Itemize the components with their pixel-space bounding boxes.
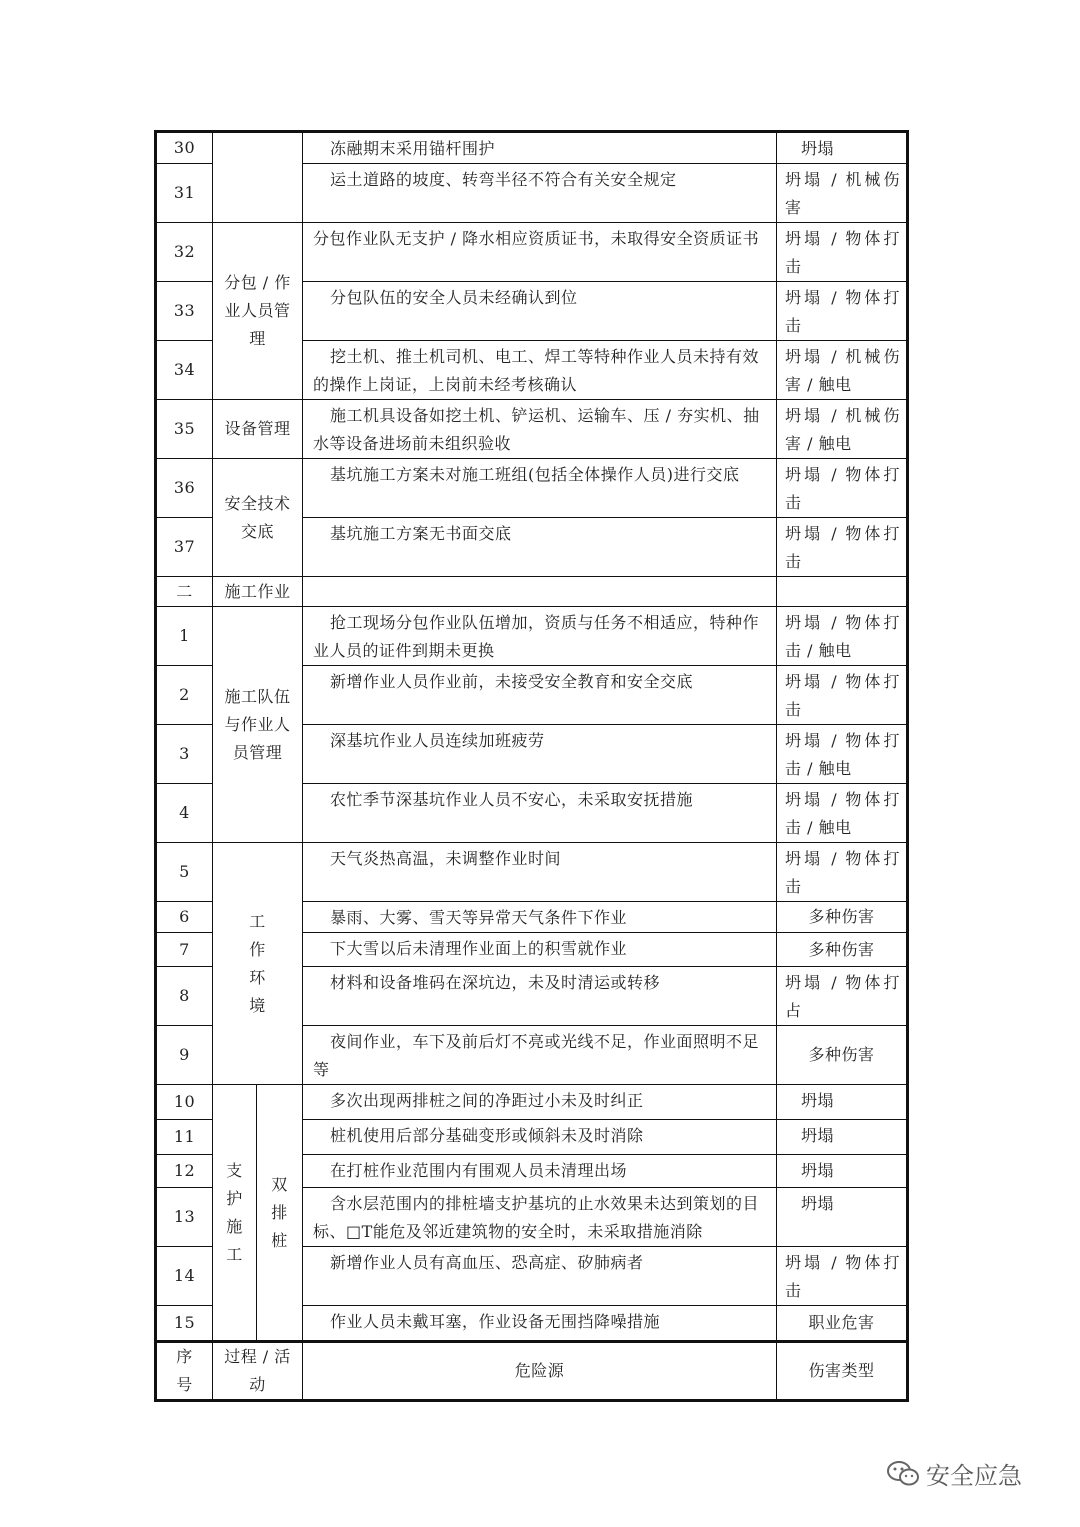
watermark-text: 安全应急 xyxy=(926,1462,1022,1490)
header-injury-type: 伤害类型 xyxy=(777,1342,908,1401)
row-number: 33 xyxy=(156,282,213,341)
section-row xyxy=(156,577,908,607)
hazard-cell: 材料和设备堆码在深坑边，未及时清运或转移 xyxy=(303,967,777,1026)
hazard-cell: 分包作业队无支护 / 降水相应资质证书，未取得安全资质证书 xyxy=(303,223,777,282)
process-group-subcontract: 分包 / 作业人员管理 xyxy=(213,223,303,400)
injury-type-cell: 坍塌 xyxy=(777,1188,908,1247)
injury-type-cell: 坍塌 xyxy=(777,1085,908,1120)
injury-type-cell: 坍塌 / 物体打击 xyxy=(777,518,908,577)
hazard-cell: 作业人员未戴耳塞，作业设备无围挡降噪措施 xyxy=(303,1306,777,1342)
row-number: 2 xyxy=(156,666,213,725)
injury-type-cell: 坍塌 / 机械伤害 / 触电 xyxy=(777,341,908,400)
hazard-cell: 多次出现两排桩之间的净距过小未及时纠正 xyxy=(303,1085,777,1120)
hazard-cell: 在打桩作业范围内有围观人员未清理出场 xyxy=(303,1155,777,1188)
wechat-icon xyxy=(886,1460,920,1488)
process-group-pile xyxy=(257,1085,303,1342)
hazard-cell: 天气炎热高温，未调整作业时间 xyxy=(303,843,777,902)
hazard-cell: 含水层范围内的排桩墙支护基坑的止水效果未达到策划的目标、□T能危及邻近建筑物的安全时，未采取措施消除 xyxy=(303,1188,777,1247)
table-row xyxy=(156,223,908,282)
row-number: 37 xyxy=(156,518,213,577)
row-number: 35 xyxy=(156,400,213,459)
table-row xyxy=(156,607,908,666)
injury-type-cell: 坍塌 / 物体打击 / 触电 xyxy=(777,784,908,843)
process-group-support xyxy=(213,1085,257,1342)
hazard-cell: 新增作业人员作业前，未接受安全教育和安全交底 xyxy=(303,666,777,725)
injury-type-cell: 多种伤害 xyxy=(777,902,908,933)
injury-type-cell-empty xyxy=(777,577,908,607)
table-row xyxy=(156,459,908,518)
injury-type-cell: 坍塌 / 物体打击 xyxy=(777,223,908,282)
injury-type-cell: 坍塌 / 物体打击 xyxy=(777,666,908,725)
hazard-cell: 施工机具设备如挖土机、铲运机、运输车、压 / 夯实机、抽水等设备进场前未组织验收 xyxy=(303,400,777,459)
process-group-team: 施工队伍与作业人员管理 xyxy=(213,607,303,843)
process-cell-empty xyxy=(213,132,303,223)
row-number: 12 xyxy=(156,1155,213,1188)
injury-type-cell: 坍塌 / 物体打击 xyxy=(777,282,908,341)
wechat-watermark xyxy=(886,1456,1022,1491)
hazard-cell: 暴雨、大雾、雪天等异常天气条件下作业 xyxy=(303,902,777,933)
hazard-cell: 农忙季节深基坑作业人员不安心，未采取安抚措施 xyxy=(303,784,777,843)
row-number: 5 xyxy=(156,843,213,902)
injury-type-cell: 坍塌 / 物体打击 xyxy=(777,1247,908,1306)
header-process: 过程 / 活动 xyxy=(213,1342,303,1401)
row-number: 4 xyxy=(156,784,213,843)
row-number: 15 xyxy=(156,1306,213,1342)
row-number: 8 xyxy=(156,967,213,1026)
hazard-cell: 运土道路的坡度、转弯半径不符合有关安全规定 xyxy=(303,164,777,223)
injury-type-cell: 坍塌 xyxy=(777,1155,908,1188)
section-title: 施工作业 xyxy=(213,577,303,607)
table-header-row xyxy=(156,1342,908,1401)
header-hazard: 危险源 xyxy=(303,1342,777,1401)
hazard-cell: 基坑施工方案无书面交底 xyxy=(303,518,777,577)
hazard-cell: 深基坑作业人员连续加班疲劳 xyxy=(303,725,777,784)
section-number: 二 xyxy=(156,577,213,607)
row-number: 32 xyxy=(156,223,213,282)
injury-type-cell: 坍塌 xyxy=(777,132,908,164)
row-number: 6 xyxy=(156,902,213,933)
hazard-cell: 夜间作业，车下及前后灯不亮或光线不足，作业面照明不足等 xyxy=(303,1026,777,1085)
pile-label: 双排桩 xyxy=(271,1174,288,1250)
row-number: 36 xyxy=(156,459,213,518)
injury-type-cell: 坍塌 xyxy=(777,1120,908,1155)
row-number: 3 xyxy=(156,725,213,784)
row-number: 9 xyxy=(156,1026,213,1085)
row-number: 10 xyxy=(156,1085,213,1120)
injury-type-cell: 坍塌 / 物体打击 xyxy=(777,843,908,902)
process-group-environment xyxy=(213,843,303,1085)
process-group-tech-briefing: 安全技术交底 xyxy=(213,459,303,577)
row-number: 1 xyxy=(156,607,213,666)
hazard-cell: 下大雪以后未清理作业面上的积雪就作业 xyxy=(303,933,777,967)
hazard-table xyxy=(154,130,909,1402)
hazard-cell: 基坑施工方案未对施工班组(包括全体操作人员)进行交底 xyxy=(303,459,777,518)
hazard-cell: 冻融期末采用锚杆围护 xyxy=(303,132,777,164)
environment-label: 工作环境 xyxy=(249,911,266,1015)
row-number: 30 xyxy=(156,132,213,164)
injury-type-cell: 坍塌 / 物体打占 xyxy=(777,967,908,1026)
table-row xyxy=(156,843,908,902)
injury-type-cell: 坍塌 / 物体打击 xyxy=(777,459,908,518)
row-number: 11 xyxy=(156,1120,213,1155)
table-row xyxy=(156,400,908,459)
hazard-cell: 抢工现场分包作业队伍增加，资质与任务不相适应，特种作业人员的证件到期未更换 xyxy=(303,607,777,666)
row-number: 7 xyxy=(156,933,213,967)
row-number: 14 xyxy=(156,1247,213,1306)
hazard-cell: 挖土机、推土机司机、电工、焊工等特种作业人员未持有效的操作上岗证，上岗前未经考核确认 xyxy=(303,341,777,400)
injury-type-cell: 多种伤害 xyxy=(777,933,908,967)
row-number: 13 xyxy=(156,1188,213,1247)
table-row xyxy=(156,1085,908,1120)
support-label: 支护施工 xyxy=(226,1160,243,1264)
injury-type-cell: 坍塌 / 物体打击 / 触电 xyxy=(777,725,908,784)
hazard-cell: 分包队伍的安全人员未经确认到位 xyxy=(303,282,777,341)
injury-type-cell: 多种伤害 xyxy=(777,1026,908,1085)
hazard-cell-empty xyxy=(303,577,777,607)
header-number: 序号 xyxy=(156,1342,213,1401)
hazard-cell: 新增作业人员有高血压、恐高症、矽肺病者 xyxy=(303,1247,777,1306)
injury-type-cell: 坍塌 / 物体打击 / 触电 xyxy=(777,607,908,666)
injury-type-cell: 职业危害 xyxy=(777,1306,908,1342)
injury-type-cell: 坍塌 / 机械伤害 xyxy=(777,164,908,223)
process-group-equipment: 设备管理 xyxy=(213,400,303,459)
table-row xyxy=(156,132,908,164)
injury-type-cell: 坍塌 / 机械伤害 / 触电 xyxy=(777,400,908,459)
row-number: 34 xyxy=(156,341,213,400)
row-number: 31 xyxy=(156,164,213,223)
hazard-cell: 桩机使用后部分基础变形或倾斜未及时消除 xyxy=(303,1120,777,1155)
